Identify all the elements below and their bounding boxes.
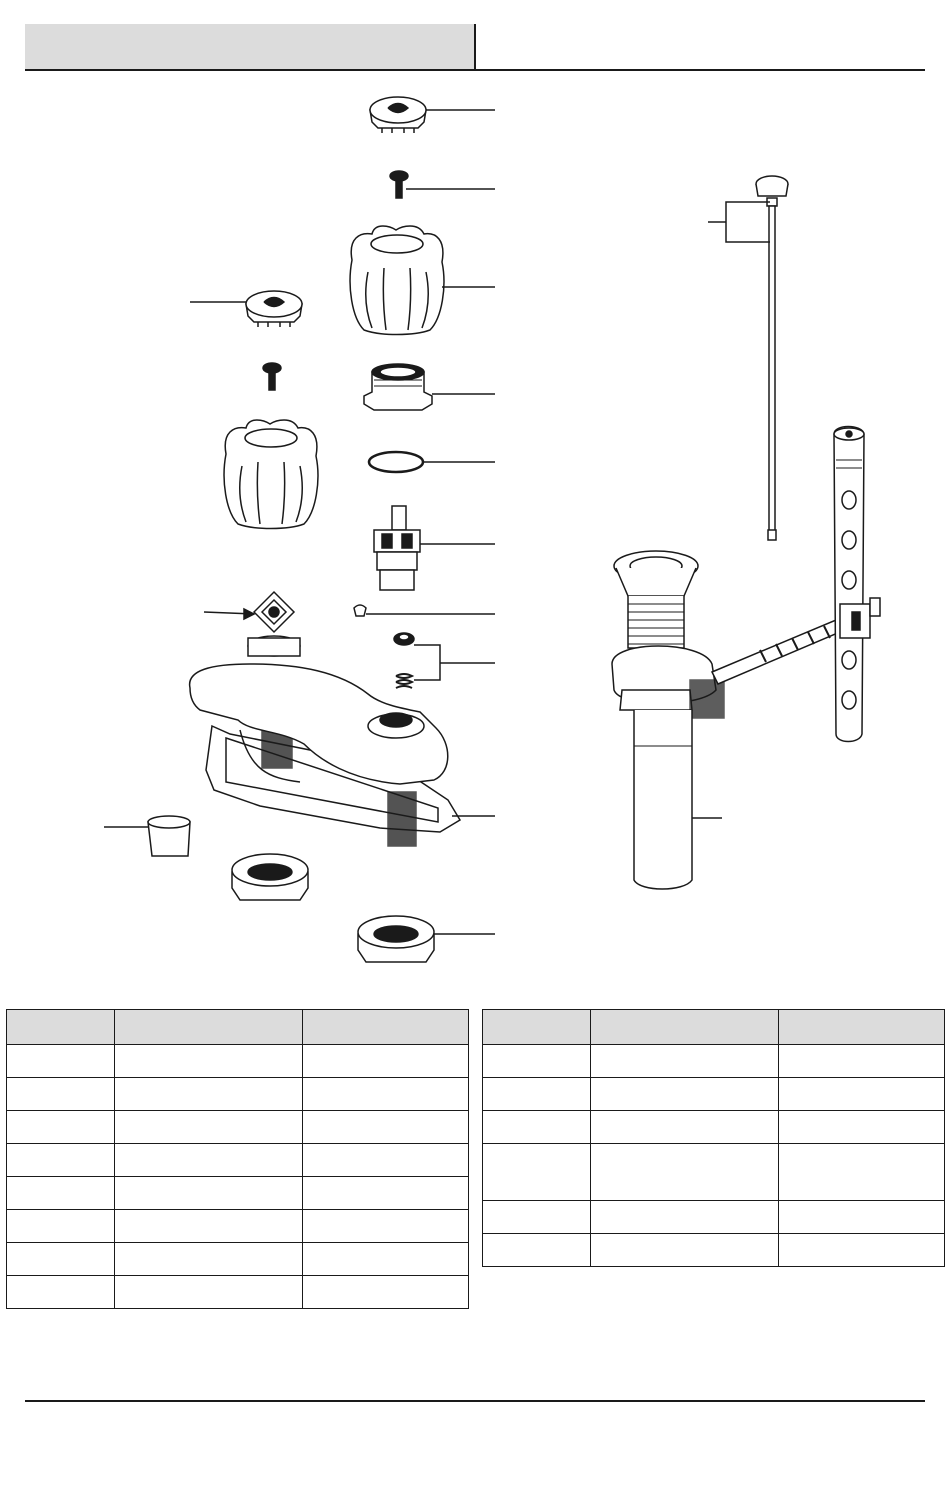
table-row (7, 1210, 469, 1243)
table-cell (303, 1177, 469, 1210)
clevis-strap (834, 427, 880, 742)
table-row (7, 1144, 469, 1177)
table-cell (303, 1111, 469, 1144)
table-cell (779, 1234, 945, 1267)
lift-rod (756, 176, 788, 540)
faucet-body (190, 636, 460, 846)
o-ring (369, 452, 423, 472)
stop-screw (354, 605, 366, 616)
table-cell (115, 1111, 303, 1144)
table-cell (7, 1078, 115, 1111)
table-cell (483, 1234, 591, 1267)
table-cell (779, 1144, 945, 1201)
table-row (483, 1078, 945, 1111)
cross-handle-left (224, 420, 318, 529)
table-cell (115, 1210, 303, 1243)
table-row (483, 1144, 945, 1201)
drain-body (612, 551, 724, 889)
table-cell (115, 1276, 303, 1309)
table-cell (483, 1045, 591, 1078)
table-cell (303, 1045, 469, 1078)
table-cell (591, 1234, 779, 1267)
table-cell (483, 1201, 591, 1234)
bonnet-nut (364, 364, 432, 410)
table-cell (779, 1078, 945, 1111)
table-cell (591, 1144, 779, 1201)
handle-screw-right (390, 171, 408, 198)
seat-and-spring (394, 633, 414, 688)
table-cell (779, 1045, 945, 1078)
table-cell (303, 1078, 469, 1111)
table-cell (115, 1144, 303, 1177)
table-cell (7, 1276, 115, 1309)
table-header-row (7, 1010, 469, 1045)
table-row (7, 1111, 469, 1144)
table-cell (115, 1045, 303, 1078)
handle-screw-left (263, 363, 281, 390)
index-cap-right (370, 97, 426, 133)
leader-bracket-lift-rod (726, 202, 770, 242)
parts-table-faucet (6, 1009, 469, 1309)
table-cell (591, 1078, 779, 1111)
aerator (148, 816, 190, 856)
valve-cartridge (374, 506, 420, 590)
table-cell (303, 1243, 469, 1276)
table-cell (115, 1177, 303, 1210)
table-header-row (483, 1010, 945, 1045)
table-cell (483, 1111, 591, 1144)
table-cell (7, 1111, 115, 1144)
table-cell (483, 1144, 591, 1201)
table-row (7, 1078, 469, 1111)
table-row (483, 1234, 945, 1267)
column-header (779, 1010, 945, 1045)
cross-handle-right (350, 226, 444, 335)
table-cell (7, 1177, 115, 1210)
mounting-nut-left (232, 854, 308, 900)
table-cell (303, 1276, 469, 1309)
table-cell (591, 1045, 779, 1078)
table-row (483, 1201, 945, 1234)
column-header (7, 1010, 115, 1045)
table-row (7, 1045, 469, 1078)
table-row (7, 1243, 469, 1276)
table-cell (483, 1078, 591, 1111)
table-cell (7, 1144, 115, 1177)
stem-adapter (254, 592, 294, 632)
table-cell (7, 1243, 115, 1276)
table-cell (591, 1111, 779, 1144)
table-row (7, 1177, 469, 1210)
leader-bracket-seat-spring (414, 645, 440, 680)
table-cell (115, 1243, 303, 1276)
column-header (483, 1010, 591, 1045)
mounting-nut-right (358, 916, 434, 962)
table-cell (303, 1210, 469, 1243)
table-row (483, 1111, 945, 1144)
parts-table-drain (482, 1009, 945, 1267)
table-cell (7, 1210, 115, 1243)
table-cell (591, 1201, 779, 1234)
column-header (115, 1010, 303, 1045)
table-cell (7, 1045, 115, 1078)
table-cell (115, 1078, 303, 1111)
table-cell (779, 1201, 945, 1234)
pivot-rod (712, 620, 840, 684)
column-header (591, 1010, 779, 1045)
index-cap-left (246, 291, 302, 327)
table-cell (303, 1144, 469, 1177)
column-header (303, 1010, 469, 1045)
table-row (483, 1045, 945, 1078)
table-cell (779, 1111, 945, 1144)
footer-rule (25, 1400, 925, 1402)
table-row (7, 1276, 469, 1309)
